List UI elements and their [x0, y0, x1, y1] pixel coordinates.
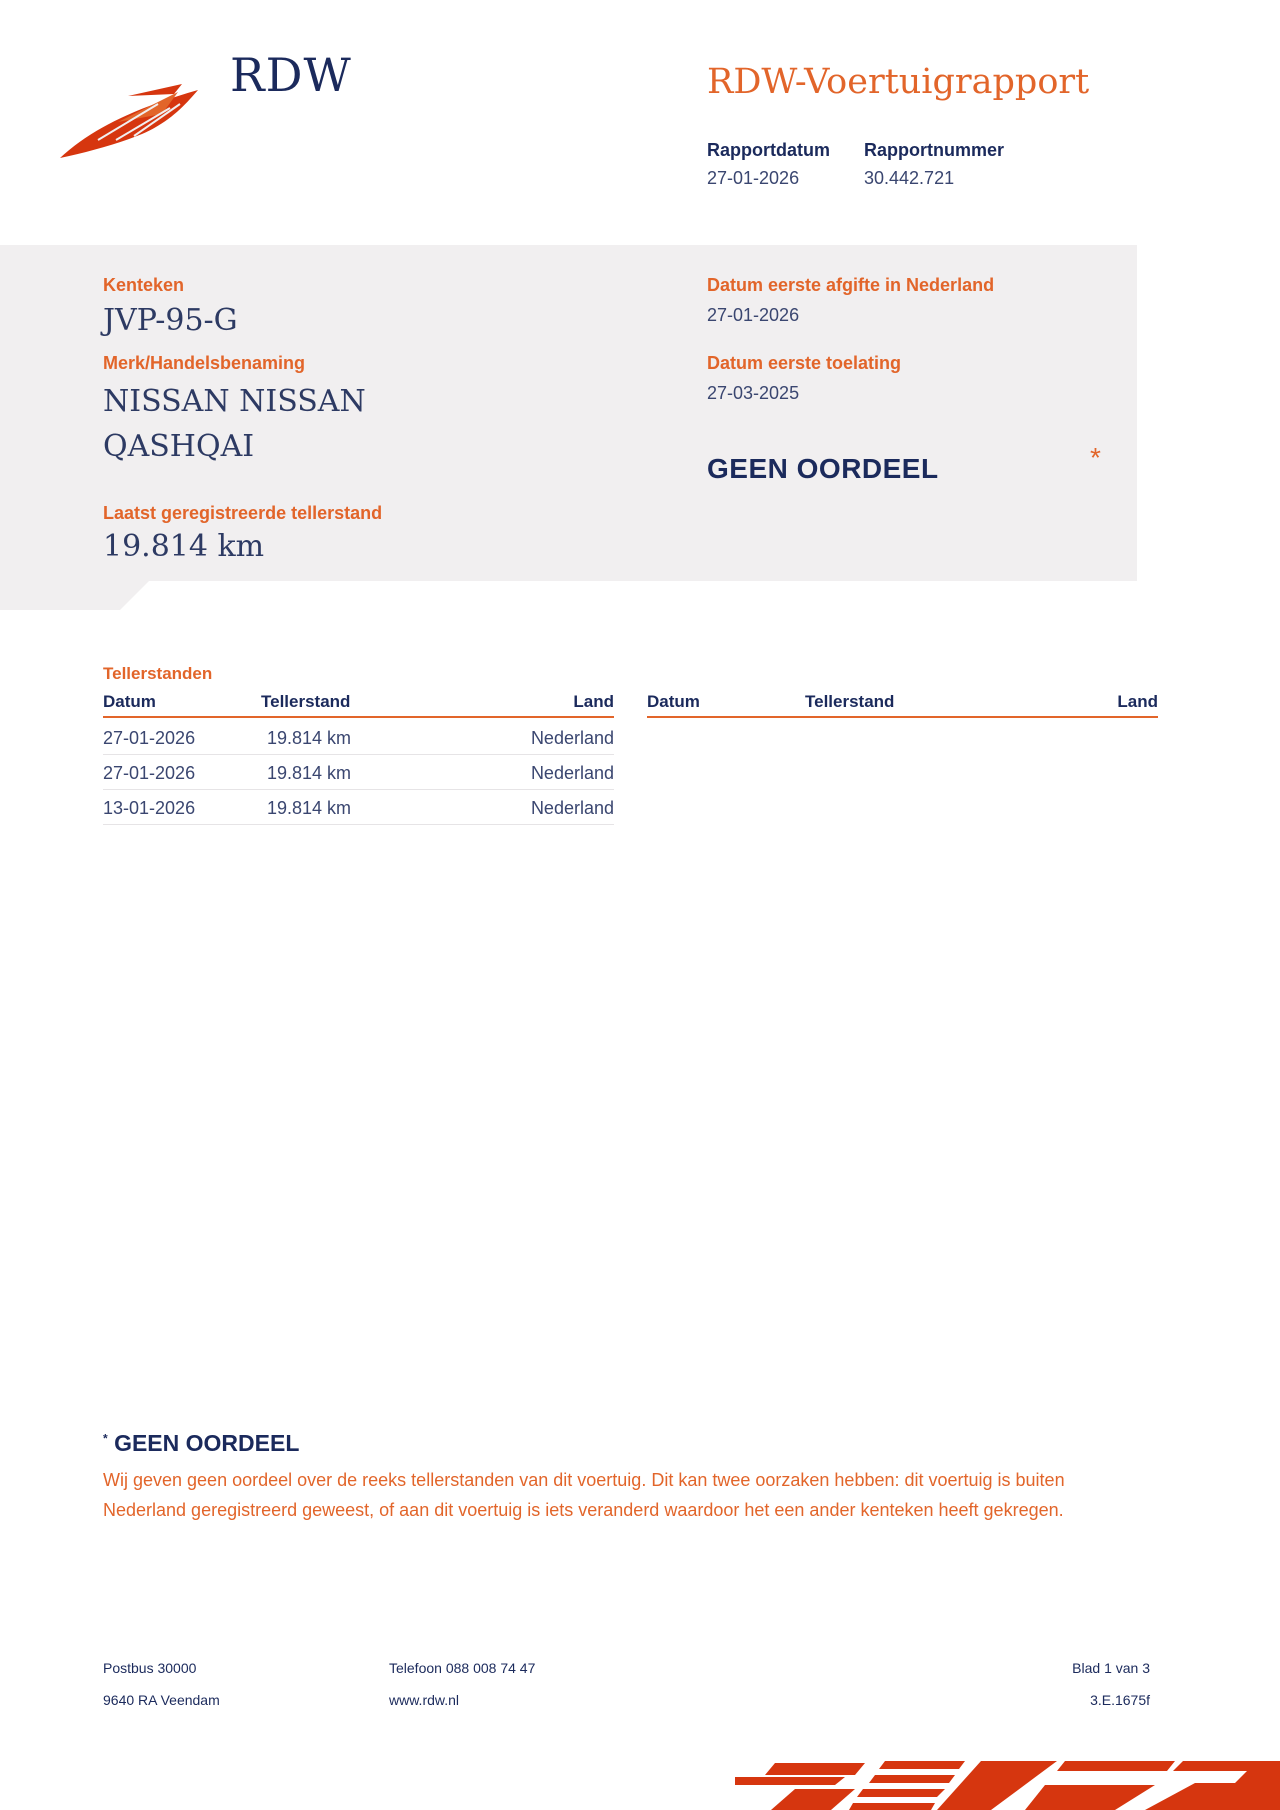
verdict-footnote-marker: * — [1090, 442, 1101, 473]
footnote-heading: GEEN OORDEEL — [114, 1430, 300, 1456]
plate-label: Kenteken — [103, 275, 185, 295]
row-reading: 19.814 km — [267, 728, 352, 748]
first-registration-nl-label: Datum eerste afgifte in Nederland — [707, 275, 995, 295]
report-date: 27-01-2026 — [707, 168, 800, 188]
last-odometer-value: 19.814 km — [103, 529, 265, 564]
column-date: Datum — [647, 692, 700, 711]
row-country: Nederland — [530, 728, 614, 748]
column-country: Land — [1117, 692, 1158, 711]
table-row — [103, 790, 614, 825]
rdw-stripes-icon — [735, 1755, 1280, 1810]
report-number: 30.442.721 — [864, 168, 955, 188]
plate-number: JVP-95-G — [103, 303, 238, 338]
odometer-verdict: GEEN OORDEEL — [707, 453, 939, 484]
footnote-marker: * — [103, 1431, 108, 1446]
footer-phone: Telefoon 088 008 74 47 — [389, 1660, 536, 1676]
footer-address-line-1: Postbus 30000 — [103, 1660, 197, 1676]
column-reading: Tellerstand — [805, 692, 895, 711]
row-reading: 19.814 km — [267, 798, 352, 818]
report-number-label: Rapportnummer — [864, 140, 1005, 160]
table-row — [103, 720, 614, 755]
row-reading: 19.814 km — [267, 763, 352, 783]
first-registration-nl-date: 27-01-2026 — [707, 305, 800, 325]
footer-website[interactable]: www.rdw.nl — [389, 1692, 460, 1708]
first-admission-label: Datum eerste toelating — [707, 353, 902, 373]
report-title: RDW-Voertuigrapport — [707, 62, 1090, 102]
rdw-logo-icon — [58, 82, 210, 162]
column-country: Land — [573, 692, 614, 711]
odometer-table-title: Tellerstanden — [103, 664, 213, 683]
footnote-text: Wij geven geen oordeel over de reeks tellerstanden van dit voertuig. Dit kan twee oorzaken hebben: dit voertuig is buiten Nederland geregistreerd geweest, of aan dit voertuig is iets veranderd waardoor het een ander kenteken heeft gekregen. — [103, 1470, 1065, 1520]
report-date-label: Rapportdatum — [707, 140, 830, 160]
footnote-title — [103, 1430, 299, 1457]
first-admission-date: 27-03-2025 — [707, 383, 800, 403]
footer-document-code: 3.E.1675f — [1090, 1692, 1150, 1708]
row-country: Nederland — [530, 798, 614, 818]
odometer-table-header-right — [647, 688, 1158, 718]
odometer-table-header-left — [103, 688, 614, 718]
row-country: Nederland — [530, 763, 614, 783]
table-row — [103, 755, 614, 790]
make-line-1: NISSAN NISSAN — [103, 384, 366, 419]
last-odometer-label: Laatst geregistreerde tellerstand — [103, 503, 383, 523]
column-reading: Tellerstand — [261, 692, 351, 711]
footer-address-line-2: 9640 RA Veendam — [103, 1692, 220, 1708]
brand-name: RDW — [230, 48, 352, 102]
row-date: 13-01-2026 — [103, 798, 196, 818]
make-label: Merk/Handelsbenaming — [103, 353, 306, 373]
footer-page-number: Blad 1 van 3 — [1072, 1660, 1150, 1676]
row-date: 27-01-2026 — [103, 763, 196, 783]
column-date: Datum — [103, 692, 156, 711]
row-date: 27-01-2026 — [103, 728, 196, 748]
panel-tab-shape — [0, 580, 150, 610]
make-line-2: QASHQAI — [103, 429, 255, 464]
